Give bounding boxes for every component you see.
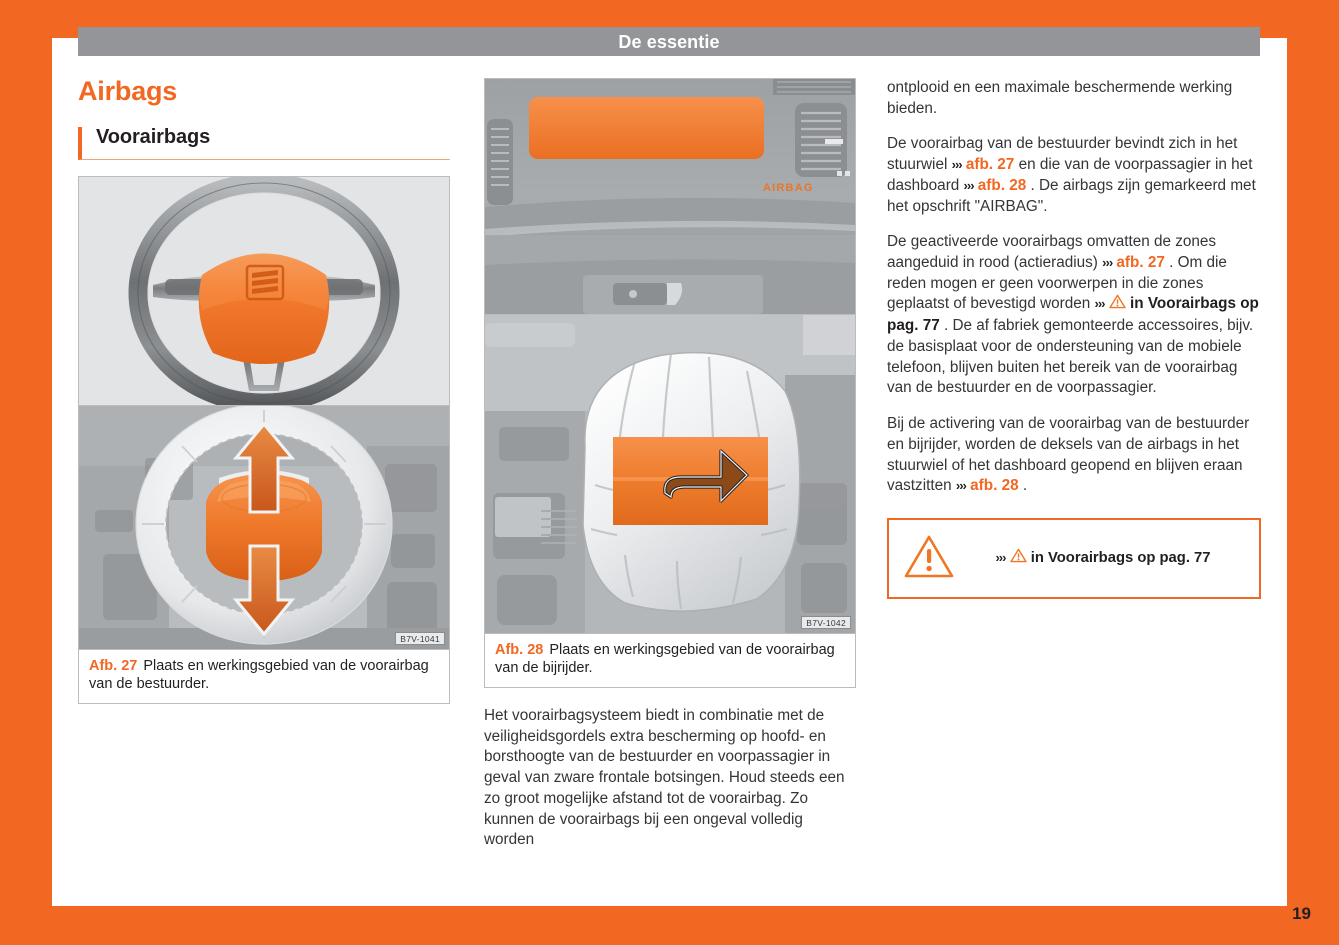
figure-reference-link[interactable]: afb. 28	[977, 176, 1027, 194]
warning-triangle-inline-icon	[1109, 294, 1126, 316]
figure-reference-link[interactable]: afb. 27	[965, 156, 1015, 174]
passenger-airbag-deployment-illustration	[485, 315, 855, 633]
figure-reference-link[interactable]: afb. 28	[970, 477, 1019, 495]
cross-reference-arrows-icon: ›››	[1102, 255, 1113, 271]
warning-triangle-inline-icon-svg	[1109, 294, 1126, 309]
figure-28-top-image	[485, 79, 855, 314]
warning-triangle-inline-icon-svg	[1010, 548, 1027, 563]
cross-reference-arrows-icon: ›››	[955, 478, 966, 494]
body-text: . De af fabriek gemonteerde accessoires, bijv. de basisplaat voor de ondersteuning van de mobiele telefoon, blijven buiten het bereik van de voorairbag van de bestuurder en de voorpassagier.	[887, 317, 1254, 397]
section-heading: Voorairbags	[96, 126, 211, 148]
body-text: en die van de voorpassagier in het dashboard	[887, 156, 1253, 194]
middle-column-paragraph: Het voorairbagsysteem biedt in combinatie met de veiligheidsgordels extra bescherming op hoofd- en borsthoogte van de bestuurder en voorpassagier in geval van zware frontale botsingen. Houd steeds een zo groot mogelijke afstand tot de voorairbag. Zo kunnen de voorairbags bij een ongeval volledig worden	[484, 706, 845, 849]
figure-27-image-code: B7V-1041	[395, 632, 445, 645]
body-text: Bij de activering van de voorairbag van de bestuurder en bijrijder, worden de deksels van de airbags in het stuurwiel of het dashboard geopend en blijven eraan vastzitten	[887, 415, 1250, 495]
figure-28-image-code: B7V-1042	[801, 616, 851, 629]
warning-callout-label: in Voorairbags op pag. 77	[1030, 550, 1211, 567]
page-number: 19	[1292, 904, 1311, 923]
chapter-title: Airbags	[78, 76, 178, 106]
figure-28-caption	[485, 633, 855, 687]
cross-reference-arrows-icon: ›››	[1094, 296, 1105, 312]
middle-column	[484, 78, 856, 851]
figure-27-caption-text: Plaats en werkingsgebied van de voorairbag van de bestuurder.	[89, 658, 429, 692]
warning-callout-arrows: ›››	[995, 550, 1006, 566]
body-paragraph-p4	[887, 414, 1261, 497]
figure-28-caption-text: Plaats en werkingsgebied van de voorairbag van de bijrijder.	[495, 642, 835, 676]
section-heading-block	[78, 127, 450, 160]
figure-afb-27	[78, 176, 450, 704]
body-paragraph-p2	[887, 134, 1261, 217]
warning-callout-text	[961, 548, 1245, 569]
driver-airbag-deployment-illustration	[79, 406, 449, 649]
running-header-title: De essentie	[618, 31, 720, 52]
cross-reference-arrows-icon: ›››	[963, 177, 974, 193]
dashboard-airbag-label: AIRBAG	[763, 182, 814, 194]
body-text: De geactiveerde voorairbags omvatten de zones aangeduid in rood (actieradius)	[887, 233, 1217, 272]
figure-28-caption-ref: Afb. 28	[495, 642, 544, 658]
figure-28-bottom-image	[485, 314, 855, 633]
dashboard-airbag-zone-illustration	[485, 79, 855, 314]
figure-afb-28	[484, 78, 856, 688]
running-header-bar	[78, 27, 1260, 56]
cross-reference-arrows-icon: ›››	[951, 157, 962, 173]
body-text: .	[1022, 477, 1028, 495]
figure-27-top-image	[79, 177, 449, 405]
left-column	[78, 78, 450, 704]
cross-reference-bold[interactable]: in Voorairbags op pag. 77	[887, 295, 1259, 335]
warning-callout-box	[887, 518, 1261, 599]
right-column-paragraphs	[887, 78, 1261, 497]
figure-27-caption	[79, 649, 449, 703]
body-text: ontplooid en een maximale beschermende werking bieden.	[887, 79, 1233, 117]
warning-triangle-inline-icon	[1010, 548, 1027, 569]
body-paragraph-p3	[887, 232, 1261, 399]
right-column	[887, 78, 1261, 599]
body-text: . Om die reden mogen er geen voorwerpen in die zones geplaatst of bevestigd worden	[887, 254, 1227, 313]
warning-triangle-icon	[903, 533, 955, 584]
figure-27-bottom-image	[79, 405, 449, 649]
body-text: . De airbags zijn gemarkeerd met het opschrift "AIRBAG".	[887, 176, 1256, 215]
body-paragraph-p1	[887, 78, 1261, 119]
figure-reference-link[interactable]: afb. 27	[1116, 254, 1165, 272]
figure-27-caption-ref: Afb. 27	[89, 658, 138, 674]
steering-wheel-illustration	[79, 177, 449, 405]
warning-triangle-icon-svg	[903, 533, 955, 579]
body-text: De voorairbag van de bestuurder bevindt zich in het stuurwiel	[887, 135, 1238, 174]
